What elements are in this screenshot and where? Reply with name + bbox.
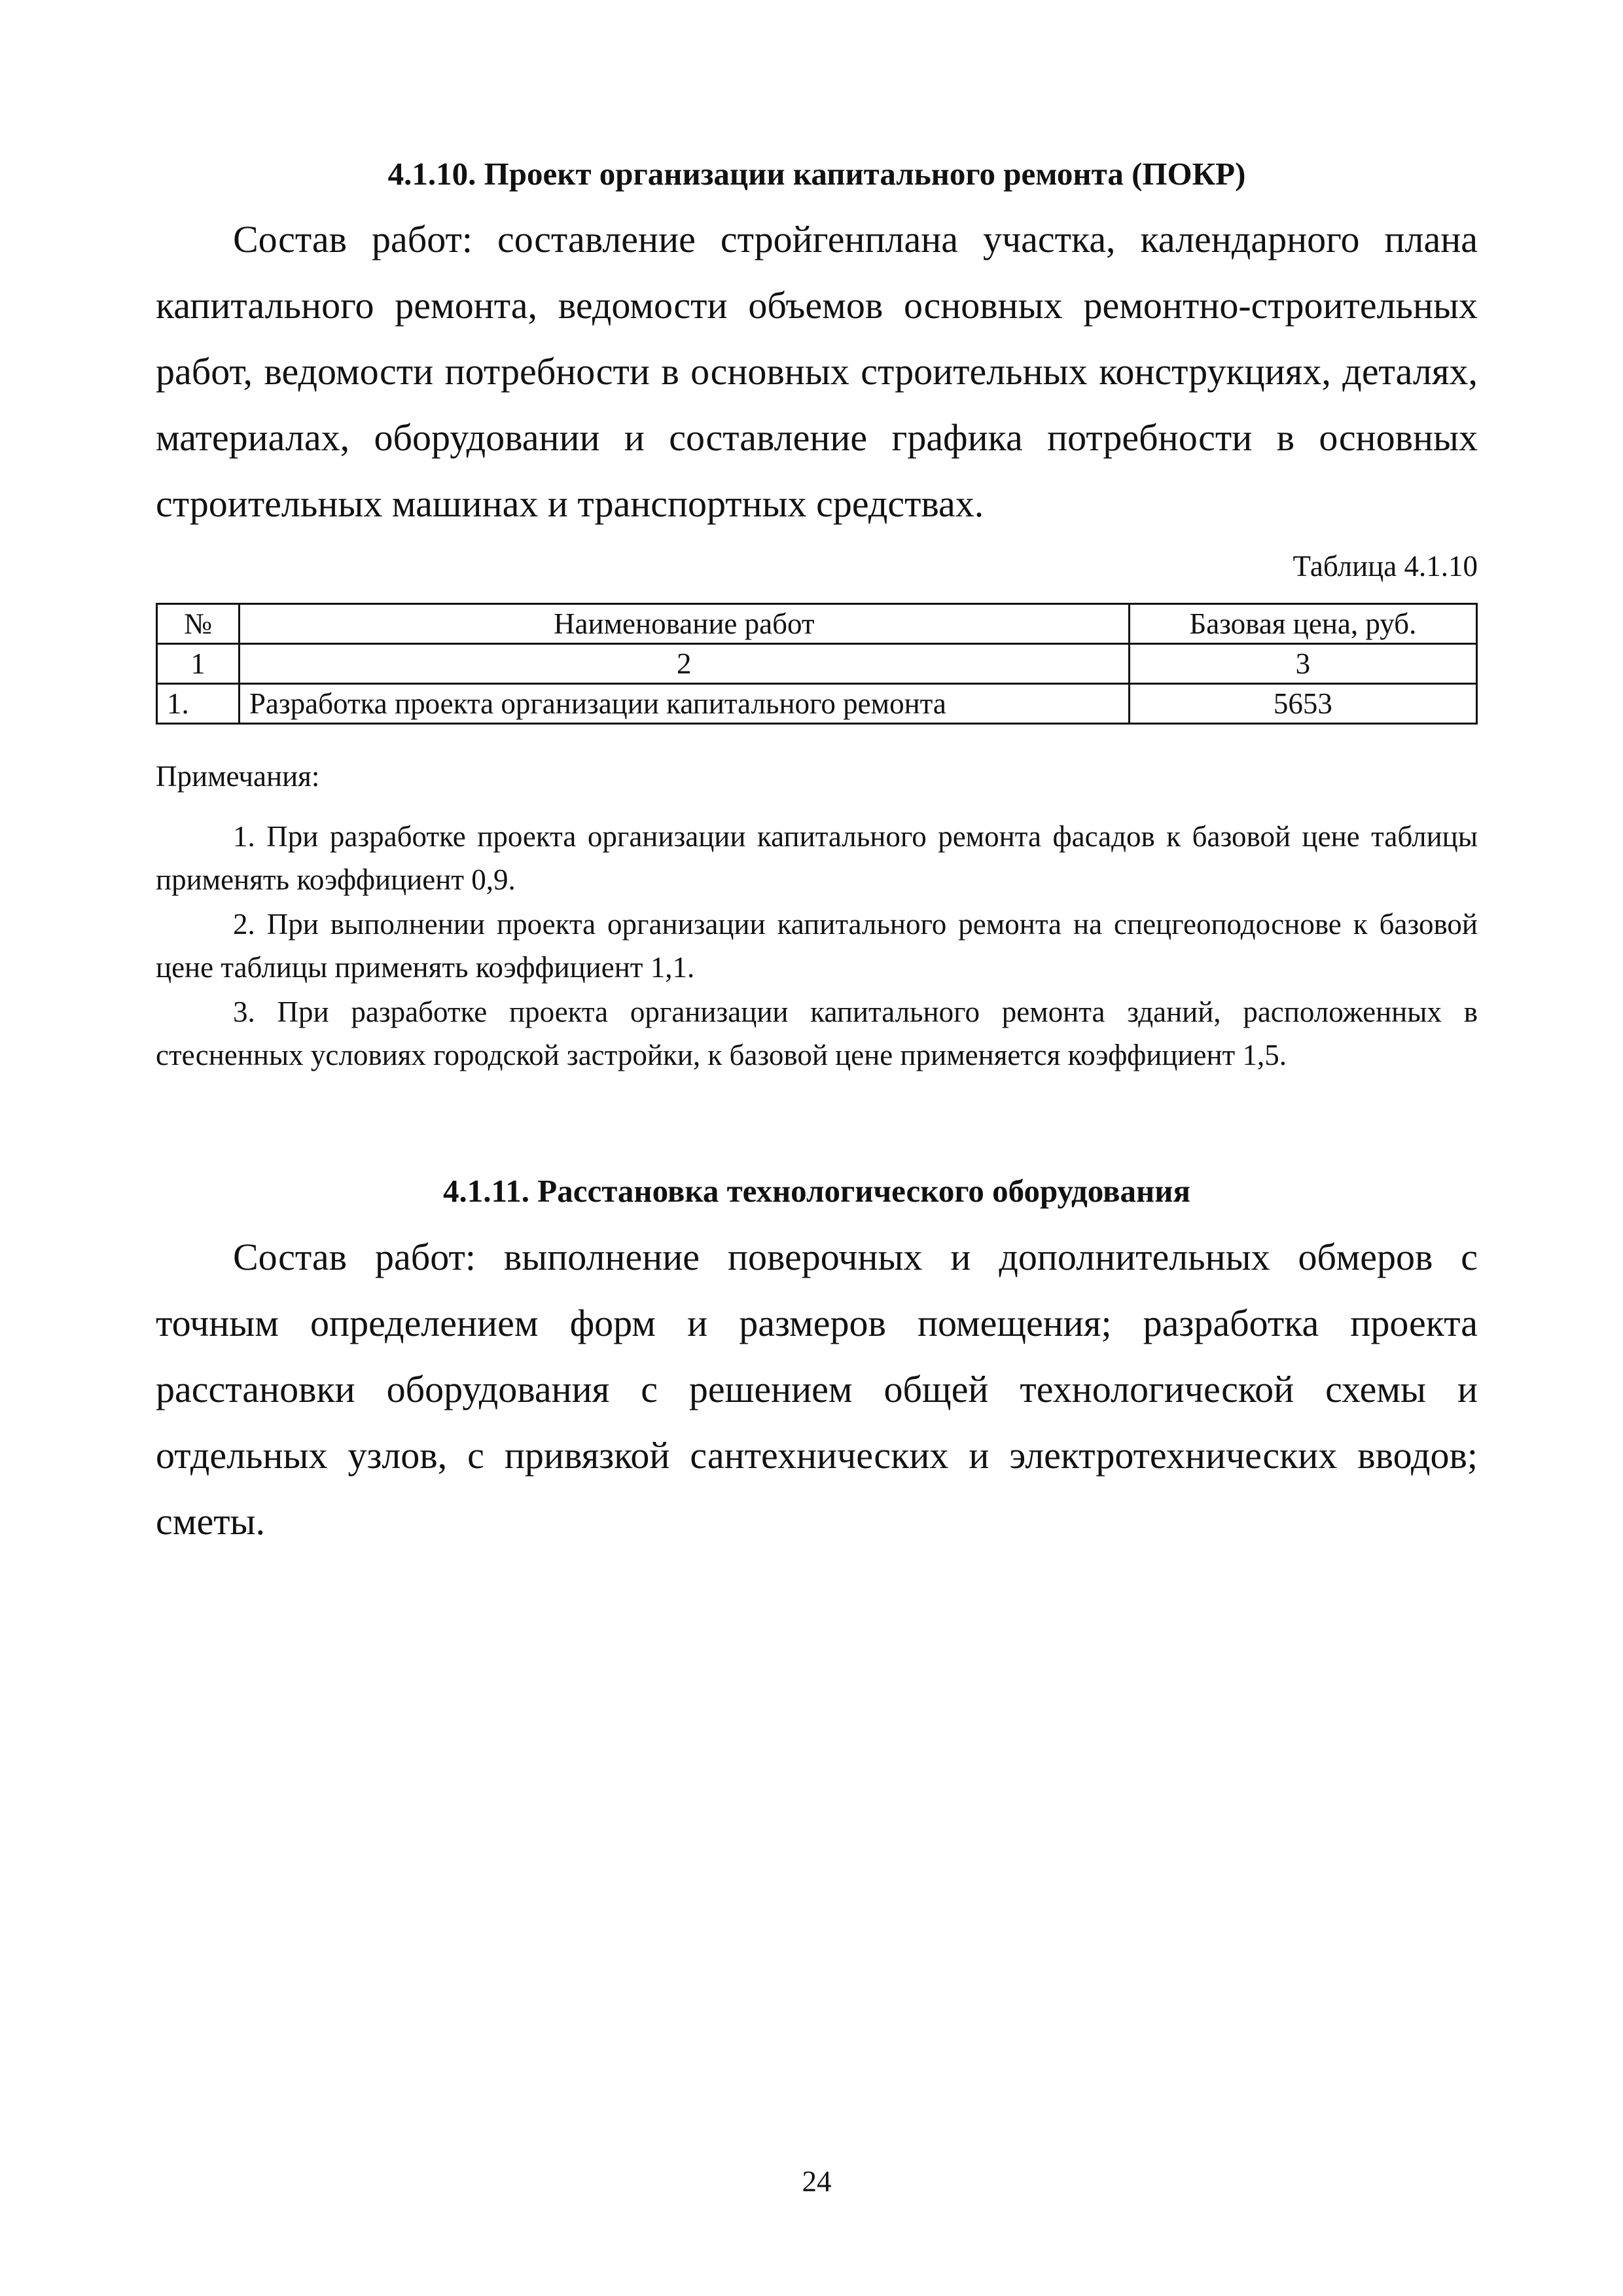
section-heading-4-1-10: 4.1.10. Проект организации капитального ремонта (ПОКР) (387, 156, 1246, 192)
table-column-number: 3 (1129, 644, 1476, 684)
table-cell-price: 5653 (1129, 684, 1476, 724)
table-column-number: 2 (239, 644, 1129, 684)
table-header-cell: Базовая цена, руб. (1129, 604, 1476, 644)
notes-title: Примечания: (156, 760, 320, 793)
table-header-cell: № (157, 604, 240, 644)
table-cell-work-name: Разработка проекта организации капитального ремонта (239, 684, 1129, 724)
note-item-2: 2. При выполнении проекта организации капитального ремонта на спецгеоподоснове к базовой цене таблицы применять коэффициент 1,1. (156, 908, 1478, 984)
section-paragraph-4-1-10: Состав работ: составление стройгенплана участка, календарного плана капитального ремонта, ведомости объемов основных ремонтно-строительных работ, ведомости потребности в основных строительных конструкциях, деталях, материалах, оборудовании и составление графика потребности в основных строительных машинах и транспортных средствах. (156, 218, 1478, 525)
page-number: 24 (802, 2165, 832, 2198)
table-caption: Таблица 4.1.10 (1293, 550, 1478, 583)
section-heading-4-1-11: 4.1.11. Расстановка технологического оборудования (443, 1173, 1190, 1209)
note-item-1: 1. При разработке проекта организации капитального ремонта фасадов к базовой цене таблицы применять коэффициент 0,9. (156, 820, 1478, 896)
note-item-3: 3. При разработке проекта организации капитального ремонта зданий, расположенных в стесненных условиях городской застройки, к базовой цене применяется коэффициент 1,5. (156, 996, 1478, 1071)
table-header-row (157, 604, 1477, 644)
section-paragraph-4-1-11: Состав работ: выполнение поверочных и дополнительных обмеров с точным определением форм и размеров помещения; разработка проекта расстановки оборудования с решением общей технологической схемы и отдельных узлов, с привязкой сантехнических и электротехнических вводов; сметы. (156, 1236, 1478, 1543)
table-cell-number: 1. (157, 684, 240, 724)
table-row (157, 684, 1477, 724)
works-table (156, 603, 1478, 725)
table-column-number: 1 (157, 644, 240, 684)
table-header-cell: Наименование работ (239, 604, 1129, 644)
table-column-number-row (157, 644, 1477, 684)
